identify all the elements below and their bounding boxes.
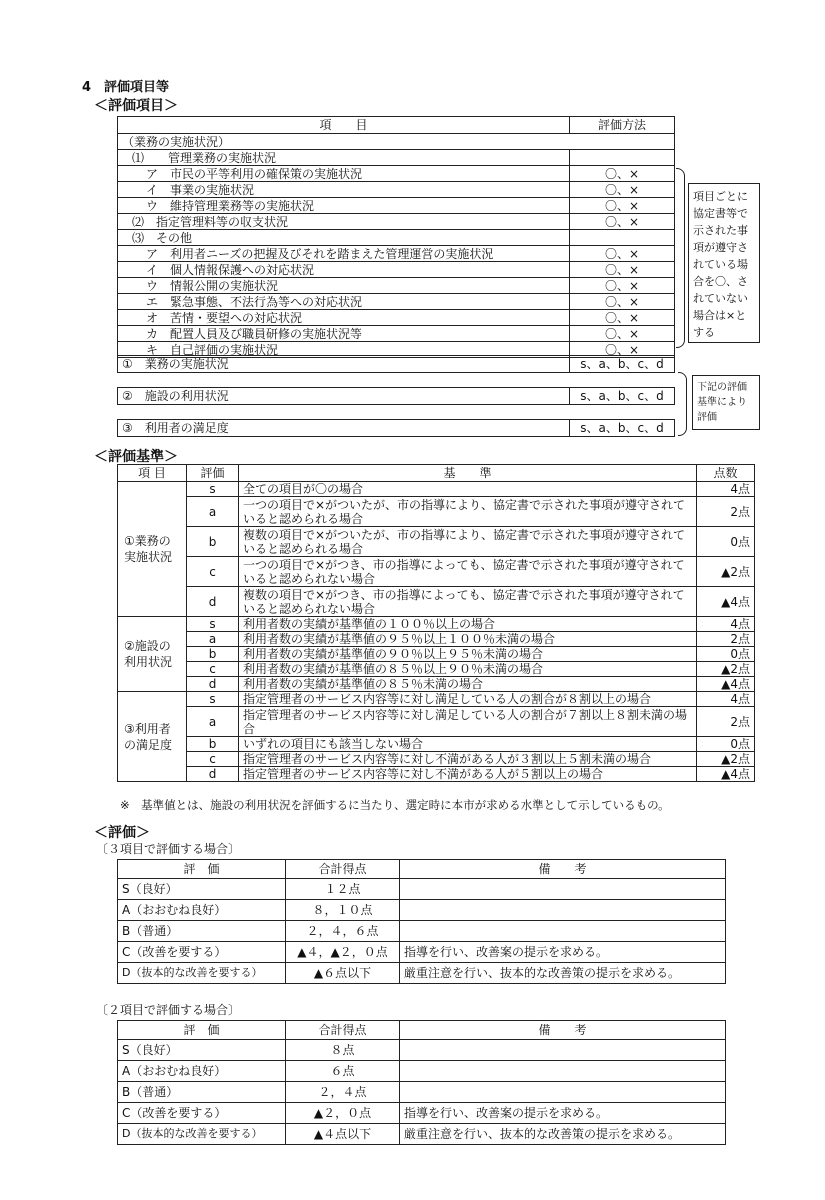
criteria-row: [118, 752, 755, 767]
summary-row-method: s、a、b、c、d: [570, 388, 675, 405]
eval-header-total: 合計得点: [286, 1021, 400, 1040]
criteria-points: 2点: [697, 707, 755, 737]
items-row-label: ⑵ 指定管理料等の収支状況: [118, 214, 570, 230]
criteria-grade: a: [187, 632, 239, 647]
items-row: [118, 150, 675, 166]
criteria-row: [118, 617, 755, 632]
items-row-label: ア 利用者ニーズの把握及びそれを踏まえた管理運営の実施状況: [118, 246, 570, 262]
items-row: [118, 246, 675, 262]
criteria-standard: 利用者数の実績が基準値の９０％以上９５％未満の場合: [239, 647, 697, 662]
items-row: [118, 166, 675, 182]
criteria-row: [118, 497, 755, 527]
eval-remarks: 厳重注意を行い、抜本的な改善策の提示を求める。: [400, 1124, 726, 1145]
items-section-title: ＜評価項目＞: [94, 98, 178, 114]
criteria-header-grade: 評価: [187, 465, 239, 482]
criteria-header-standard: 基 準: [239, 465, 697, 482]
criteria-standard: 複数の項目で×がついたが、市の指導により、協定書で示された事項が遵守されていると認められる場合: [239, 527, 697, 557]
eval-total: １２点: [286, 879, 400, 900]
criteria-grade: a: [187, 497, 239, 527]
eval-total: ８，１０点: [286, 900, 400, 921]
eval-total: ▲４点以下: [286, 1124, 400, 1145]
eval-remarks: [400, 900, 726, 921]
criteria-row: [118, 527, 755, 557]
items-row-label: キ 自己評価の実施状況: [118, 342, 570, 358]
items-row-label: エ 緊急事態、不法行為等への対応状況: [118, 294, 570, 310]
criteria-row: [118, 692, 755, 707]
criteria-standard: 指定管理者のサービス内容等に対し不満がある人が５割以上の場合: [239, 767, 697, 782]
eval-remarks: [400, 1061, 726, 1082]
eval-grade: S（良好）: [118, 1040, 286, 1061]
criteria-grade: d: [187, 677, 239, 692]
criteria-standard: 一つの項目で×がついたが、市の指導により、協定書で示された事項が遵守されていると認められる場合: [239, 497, 697, 527]
items-row: [118, 294, 675, 310]
criteria-row: [118, 707, 755, 737]
items-row: [118, 326, 675, 342]
criteria-header-item: 項 目: [118, 465, 187, 482]
eval-remarks: [400, 879, 726, 900]
criteria-points: 4点: [697, 482, 755, 497]
eval-remarks: 指導を行い、改善案の提示を求める。: [400, 1103, 726, 1124]
eval-grade: D（抜本的な改善を要する）: [118, 1124, 286, 1145]
items-row-label: カ 配置人員及び職員研修の実施状況等: [118, 326, 570, 342]
criteria-standard: 複数の項目で×がつき、市の指導によっても、協定書で示された事項が遵守されていると認められない場合: [239, 587, 697, 617]
eval-grade: D（抜本的な改善を要する）: [118, 963, 286, 984]
eval-total: ２，４点: [286, 1082, 400, 1103]
criteria-grade: b: [187, 527, 239, 557]
criteria-standard: 利用者数の実績が基準値の８５％以上９０％未満の場合: [239, 662, 697, 677]
items-note-box: 項目ごとに協定書等で示された事項が遵守されている場合を〇、されていない場合は×とする: [688, 183, 760, 343]
eval-grade: B（普通）: [118, 1082, 286, 1103]
eval-remarks: [400, 1082, 726, 1103]
items-brace: [676, 168, 685, 348]
items-row-method: 〇、×: [570, 278, 675, 294]
criteria-grade: d: [187, 587, 239, 617]
criteria-standard: いずれの項目にも該当しない場合: [239, 737, 697, 752]
items-row-method: 〇、×: [570, 214, 675, 230]
items-row-method: 〇、×: [570, 326, 675, 342]
items-row: [118, 310, 675, 326]
items-row-label: イ 事業の実施状況: [118, 182, 570, 198]
criteria-standard: 利用者数の実績が基準値の９５％以上１００％未満の場合: [239, 632, 697, 647]
criteria-points: 0点: [697, 647, 755, 662]
eval-total: ２，４，６点: [286, 921, 400, 942]
criteria-grade: b: [187, 737, 239, 752]
criteria-table: [117, 464, 755, 782]
items-row-label: ア 市民の平等利用の確保策の実施状況: [118, 166, 570, 182]
criteria-standard: 利用者数の実績が基準値の８５％未満の場合: [239, 677, 697, 692]
criteria-points: 4点: [697, 692, 755, 707]
criteria-points: ▲4点: [697, 767, 755, 782]
section-heading: 4 評価項目等: [82, 80, 170, 95]
eval-remarks: 指導を行い、改善案の提示を求める。: [400, 942, 726, 963]
eval-table-2: [117, 1020, 726, 1145]
eval-row: [118, 1124, 726, 1145]
criteria-grade: a: [187, 707, 239, 737]
eval-caption-2: 〔２項目で評価する場合〕: [96, 1003, 241, 1017]
eval-header-grade: 評 価: [118, 860, 286, 879]
eval-grade: C（改善を要する）: [118, 942, 286, 963]
eval-remarks: [400, 921, 726, 942]
criteria-group-name: ①業務の実施状況: [118, 482, 187, 617]
criteria-grade: b: [187, 647, 239, 662]
criteria-standard: 指定管理者のサービス内容等に対し満足している人の割合が７割以上８割未満の場合: [239, 707, 697, 737]
items-group-title: （業務の実施状況）: [118, 134, 675, 150]
criteria-row: [118, 647, 755, 662]
eval-row: [118, 963, 726, 984]
criteria-grade: s: [187, 482, 239, 497]
items-row-label: ウ 維持管理業務等の実施状況: [118, 198, 570, 214]
eval-total: ６点: [286, 1061, 400, 1082]
criteria-row: [118, 632, 755, 647]
criteria-points: 0点: [697, 737, 755, 752]
criteria-grade: c: [187, 557, 239, 587]
items-row: [118, 198, 675, 214]
items-row-method: 〇、×: [570, 246, 675, 262]
eval-row: [118, 921, 726, 942]
eval-row: [118, 900, 726, 921]
items-row-method: [570, 230, 675, 246]
criteria-row: [118, 662, 755, 677]
criteria-grade: c: [187, 752, 239, 767]
items-row: [118, 214, 675, 230]
criteria-row: [118, 737, 755, 752]
summary-row-1-table: [117, 355, 675, 373]
eval-header-remarks: 備 考: [400, 860, 726, 879]
eval-row: [118, 1061, 726, 1082]
criteria-standard: 全ての項目が〇の場合: [239, 482, 697, 497]
eval-row: [118, 1082, 726, 1103]
summary-row-label: ② 施設の利用状況: [118, 388, 570, 405]
items-row-label: ⑶ その他: [118, 230, 570, 246]
items-row: [118, 262, 675, 278]
eval-row: [118, 942, 726, 963]
criteria-group-name: ②施設の利用状況: [118, 617, 187, 692]
criteria-points: 2点: [697, 497, 755, 527]
criteria-standard: 利用者数の実績が基準値の１００％以上の場合: [239, 617, 697, 632]
items-header-method: 評価方法: [570, 117, 675, 134]
items-row: [118, 278, 675, 294]
items-row-label: イ 個人情報保護への対応状況: [118, 262, 570, 278]
criteria-row: [118, 482, 755, 497]
criteria-points: 2点: [697, 632, 755, 647]
items-row-method: [570, 150, 675, 166]
eval-grade: A（おおむね良好）: [118, 1061, 286, 1082]
criteria-points: 4点: [697, 617, 755, 632]
criteria-standard: 一つの項目で×がつき、市の指導によっても、協定書で示された事項が遵守されていると認められない場合: [239, 557, 697, 587]
items-row-label: オ 苦情・要望への対応状況: [118, 310, 570, 326]
items-row: [118, 230, 675, 246]
eval-total: ▲４，▲２，０点: [286, 942, 400, 963]
evaluation-section-title: ＜評価＞: [94, 825, 150, 841]
eval-table-3: [117, 859, 726, 984]
items-row-method: 〇、×: [570, 166, 675, 182]
criteria-row: [118, 557, 755, 587]
items-row-method: 〇、×: [570, 310, 675, 326]
eval-row: [118, 1040, 726, 1061]
criteria-group-name: ③利用者の満足度: [118, 692, 187, 782]
eval-caption-3: 〔３項目で評価する場合〕: [96, 842, 241, 856]
summary-row-2-table: [117, 387, 675, 405]
eval-row: [118, 1103, 726, 1124]
criteria-points: ▲2点: [697, 752, 755, 767]
summary-row-method: s、a、b、c、d: [570, 356, 675, 373]
criteria-grade: c: [187, 662, 239, 677]
eval-remarks: 厳重注意を行い、抜本的な改善策の提示を求める。: [400, 963, 726, 984]
eval-grade: A（おおむね良好）: [118, 900, 286, 921]
summary-row-3-table: [117, 419, 675, 437]
eval-grade: C（改善を要する）: [118, 1103, 286, 1124]
items-header-item: 項 目: [118, 117, 570, 134]
eval-grade: B（普通）: [118, 921, 286, 942]
eval-total: ▲６点以下: [286, 963, 400, 984]
criteria-footnote: ※ 基準値とは、施設の利用状況を評価するに当たり、選定時に本市が求める水準として示しているもの。: [120, 798, 670, 812]
eval-header-total: 合計得点: [286, 860, 400, 879]
criteria-row: [118, 677, 755, 692]
criteria-points: ▲2点: [697, 557, 755, 587]
eval-row: [118, 879, 726, 900]
criteria-section-title: ＜評価基準＞: [94, 449, 178, 465]
items-row-method: 〇、×: [570, 182, 675, 198]
summary-row-label: ① 業務の実施状況: [118, 356, 570, 373]
criteria-points: ▲4点: [697, 587, 755, 617]
eval-remarks: [400, 1040, 726, 1061]
criteria-grade: s: [187, 617, 239, 632]
items-row-method: 〇、×: [570, 198, 675, 214]
criteria-standard: 指定管理者のサービス内容等に対し不満がある人が３割以上５割未満の場合: [239, 752, 697, 767]
items-row-label: ウ 情報公開の実施状況: [118, 278, 570, 294]
criteria-row: [118, 587, 755, 617]
criteria-points: ▲4点: [697, 677, 755, 692]
summary-brace: [678, 372, 687, 436]
eval-header-remarks: 備 考: [400, 1021, 726, 1040]
criteria-points: 0点: [697, 527, 755, 557]
items-row: [118, 182, 675, 198]
criteria-standard: 指定管理者のサービス内容等に対し満足している人の割合が８割以上の場合: [239, 692, 697, 707]
summary-row-method: s、a、b、c、d: [570, 420, 675, 437]
eval-header-grade: 評 価: [118, 1021, 286, 1040]
items-row-method: 〇、×: [570, 342, 675, 358]
items-row-label: ⑴ 管理業務の実施状況: [118, 150, 570, 166]
items-table: [117, 116, 675, 358]
criteria-grade: s: [187, 692, 239, 707]
summary-note-box: 下記の評価基準により評価: [692, 375, 760, 430]
items-row-method: 〇、×: [570, 262, 675, 278]
eval-total: ▲２，０点: [286, 1103, 400, 1124]
criteria-grade: d: [187, 767, 239, 782]
eval-grade: S（良好）: [118, 879, 286, 900]
criteria-header-points: 点数: [697, 465, 755, 482]
eval-total: ８点: [286, 1040, 400, 1061]
criteria-points: ▲2点: [697, 662, 755, 677]
items-row-method: 〇、×: [570, 294, 675, 310]
criteria-row: [118, 767, 755, 782]
summary-row-label: ③ 利用者の満足度: [118, 420, 570, 437]
